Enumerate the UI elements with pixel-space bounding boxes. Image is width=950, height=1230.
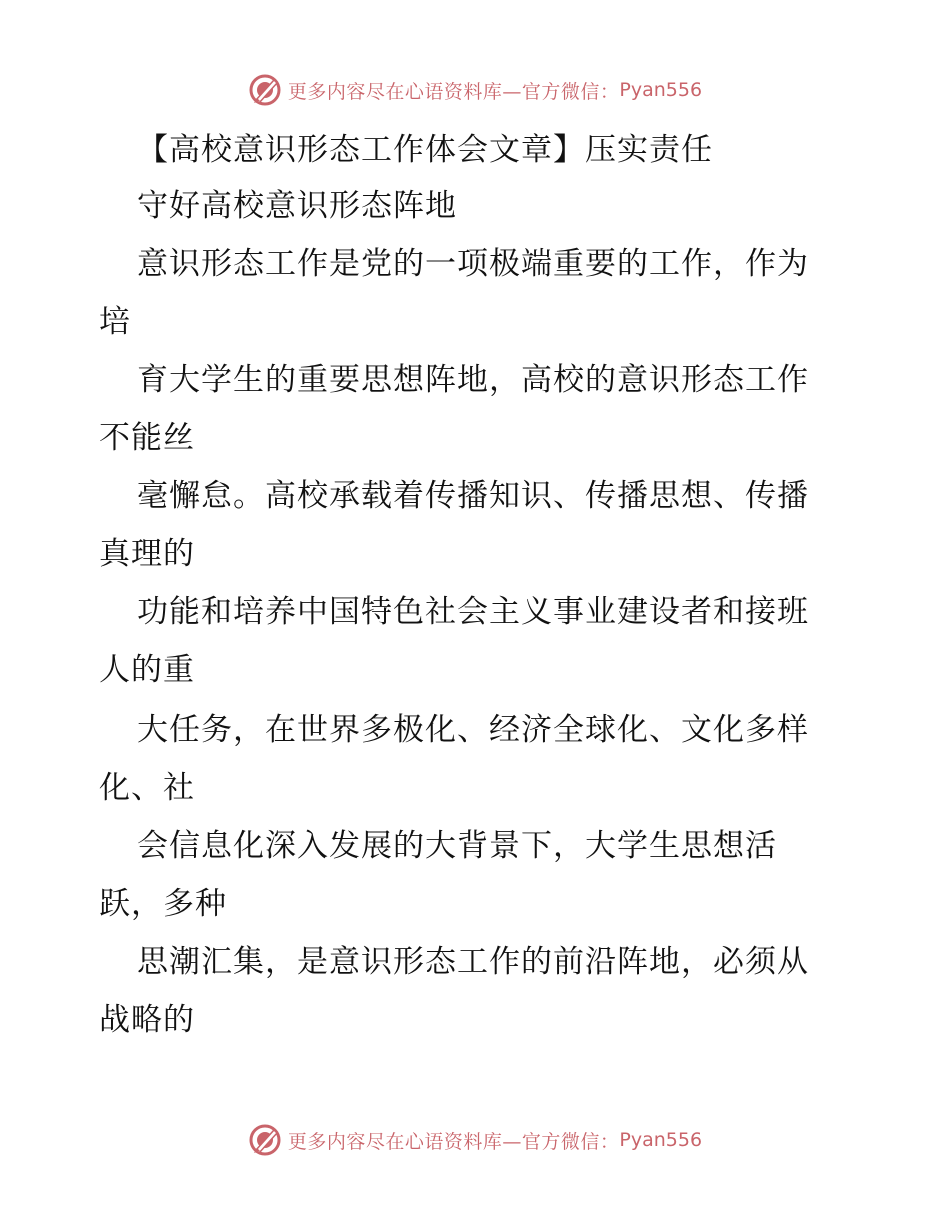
paragraph-line: 会信息化深入发展的大背景下，大学生思想活	[137, 828, 777, 864]
paragraph-line: 不能丝	[99, 420, 195, 456]
footer-watermark	[0, 1120, 950, 1160]
paragraph-line: 培	[99, 304, 131, 340]
pen-seal-icon	[248, 73, 282, 107]
pen-seal-icon	[248, 1123, 282, 1157]
paragraph-line: 毫懈怠。高校承载着传播知识、传播思想、传播	[137, 478, 809, 514]
paragraph-line: 意识形态工作是党的一项极端重要的工作，作为	[137, 246, 809, 282]
watermark-wechat-id: Pyan556	[619, 79, 703, 101]
paragraph-line: 化、社	[99, 770, 195, 806]
watermark-wechat-id: Pyan556	[619, 1129, 703, 1151]
header-watermark	[0, 70, 950, 110]
watermark-text: 更多内容尽在心语资料库—官方微信：	[287, 1130, 620, 1153]
paragraph-line: 真理的	[99, 536, 195, 572]
paragraph-line: 育大学生的重要思想阵地，高校的意识形态工作	[137, 362, 809, 398]
paragraph-line: 大任务，在世界多极化、经济全球化、文化多样	[137, 712, 809, 748]
watermark-text: 更多内容尽在心语资料库—官方微信：	[287, 80, 620, 103]
paragraph-line: 跃，多种	[99, 886, 227, 922]
document-title-line-1: 【高校意识形态工作体会文章】压实责任	[137, 132, 713, 168]
paragraph-line: 人的重	[99, 652, 195, 688]
document-title-line-2: 守好高校意识形态阵地	[137, 188, 457, 224]
paragraph-line: 思潮汇集，是意识形态工作的前沿阵地，必须从	[137, 944, 809, 980]
paragraph-line: 功能和培养中国特色社会主义事业建设者和接班	[137, 594, 809, 630]
paragraph-line: 战略的	[99, 1002, 195, 1038]
